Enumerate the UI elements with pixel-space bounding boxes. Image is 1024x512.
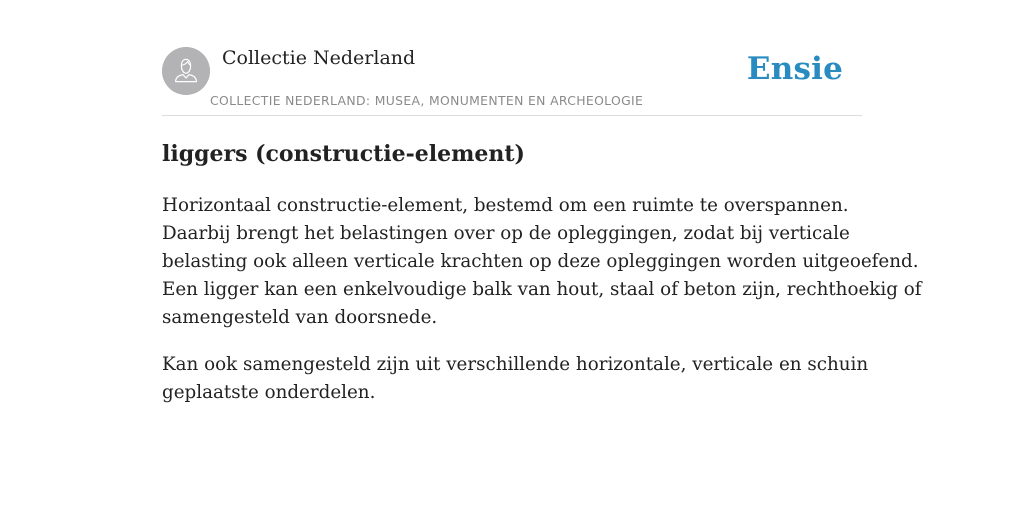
definition-paragraph: [162, 192, 922, 332]
user-icon: [162, 47, 210, 95]
definition-line: samengesteld van doorsnede.: [162, 307, 438, 328]
avatar[interactable]: [162, 47, 210, 95]
definition-line: Kan ook samengesteld zijn uit verschillende horizontale, verticale en schuin: [162, 354, 869, 375]
definition-line: Horizontaal constructie-element, bestemd om een ruimte te overspannen.: [162, 195, 849, 216]
entry-definition: [162, 192, 922, 407]
entry-title: liggers (constructie-element): [162, 141, 525, 167]
definition-line: Een ligger kan een enkelvoudige balk van hout, staal of beton zijn, rechthoekig of: [162, 279, 922, 300]
ensie-logo[interactable]: Ensie: [746, 51, 843, 87]
definition-paragraph: [162, 351, 868, 407]
definition-line: belasting ook alleen verticale krachten op deze opleggingen worden uitgeoefend.: [162, 251, 919, 272]
author-name[interactable]: Collectie Nederland: [222, 47, 416, 69]
entry-page: [162, 0, 922, 512]
definition-line: geplaatste onderdelen.: [162, 382, 376, 403]
entry-header: [162, 0, 862, 116]
definition-line: Daarbij brengt het belastingen over op de opleggingen, zodat bij verticale: [162, 223, 850, 244]
author-subtitle: COLLECTIE NEDERLAND: MUSEA, MONUMENTEN EN ARCHEOLOGIE: [210, 93, 644, 108]
